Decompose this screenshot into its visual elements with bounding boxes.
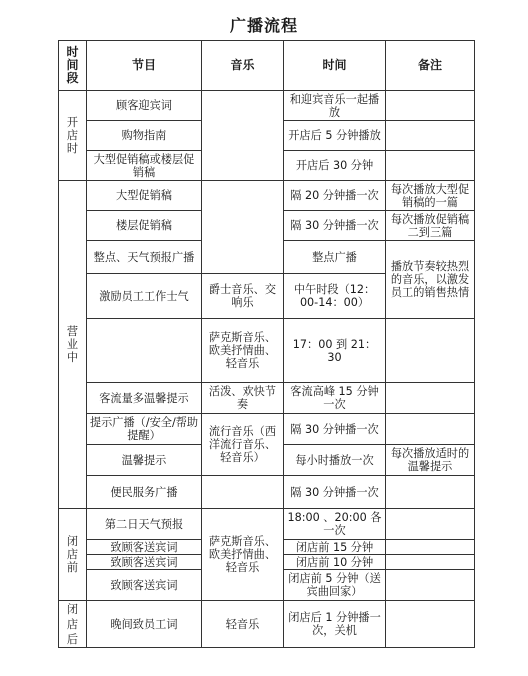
time-cell: 开店后 30 分钟 (284, 151, 386, 181)
time-cell: 闭店前 10 分钟 (284, 555, 386, 570)
note-cell: 每次播放促销稿二到三篇 (386, 211, 475, 241)
header-period: 时间段 (59, 41, 87, 91)
table-row (59, 509, 475, 540)
note-cell: 播放节奏较热烈的音乐，以激发员工的销售热情 (386, 241, 475, 319)
program-cell: 激励员工工作士气 (87, 274, 202, 319)
table-row (59, 319, 475, 383)
program-cell: 客流量多温馨提示 (87, 383, 202, 414)
table-row (59, 91, 475, 121)
time-cell: 客流高峰 15 分钟一次 (284, 383, 386, 414)
header-program: 节目 (87, 41, 202, 91)
program-cell: 晚间致员工词 (87, 601, 202, 648)
note-cell (386, 509, 475, 540)
table-row (59, 181, 475, 211)
music-cell: 轻音乐 (202, 601, 284, 648)
music-cell: 活泼、欢快节奏 (202, 383, 284, 414)
program-cell: 致顾客送宾词 (87, 555, 202, 570)
time-cell: 开店后 5 分钟播放 (284, 121, 386, 151)
program-cell: 温馨提示 (87, 445, 202, 476)
header-row (59, 41, 475, 91)
note-cell: 每次播放适时的温馨提示 (386, 445, 475, 476)
time-cell: 闭店前 5 分钟（送宾曲回家） (284, 570, 386, 601)
note-cell (386, 555, 475, 570)
table-row (59, 383, 475, 414)
time-cell: 17：00 到 21：30 (284, 319, 386, 383)
note-cell (386, 601, 475, 648)
program-cell: 提示广播（/安全/帮助提醒） (87, 414, 202, 445)
music-cell: 萨克斯音乐、欧美抒情曲、轻音乐 (202, 319, 284, 383)
note-cell (386, 414, 475, 445)
time-cell: 18:00 、20:00 各一次 (284, 509, 386, 540)
music-cell: 流行音乐（西洋流行音乐、轻音乐） (202, 414, 284, 476)
period-before-close: 闭店前 (59, 509, 87, 601)
time-cell: 隔 30 分钟播一次 (284, 476, 386, 509)
header-time: 时间 (284, 41, 386, 91)
program-cell: 大型促销稿或楼层促销稿 (87, 151, 202, 181)
program-cell: 顾客迎宾词 (87, 91, 202, 121)
program-cell: 整点、天气预报广播 (87, 241, 202, 274)
program-cell: 第二日天气预报 (87, 509, 202, 540)
time-cell: 隔 30 分钟播一次 (284, 414, 386, 445)
time-cell: 闭店后 1 分钟播一次，关机 (284, 601, 386, 648)
music-cell (202, 476, 284, 509)
time-cell: 闭店前 15 分钟 (284, 540, 386, 555)
header-note: 备注 (386, 41, 475, 91)
program-cell: 大型促销稿 (87, 181, 202, 211)
program-cell (87, 319, 202, 383)
program-cell: 便民服务广播 (87, 476, 202, 509)
table-row (59, 476, 475, 509)
time-cell: 中午时段（12：00-14：00） (284, 274, 386, 319)
period-business: 营业中 (59, 181, 87, 509)
table-row (59, 601, 475, 648)
note-cell (386, 91, 475, 121)
program-cell: 购物指南 (87, 121, 202, 151)
time-cell: 隔 20 分钟播一次 (284, 181, 386, 211)
time-cell: 和迎宾音乐一起播放 (284, 91, 386, 121)
page-title: 广播流程 (229, 16, 298, 35)
music-cell: 爵士音乐、交响乐 (202, 274, 284, 319)
note-cell (386, 570, 475, 601)
broadcast-schedule-table (58, 40, 475, 648)
program-cell: 致顾客送宾词 (87, 540, 202, 555)
program-cell: 致顾客送宾词 (87, 570, 202, 601)
note-cell (386, 383, 475, 414)
table-row (59, 414, 475, 445)
period-after-close: 闭店后 (59, 601, 87, 648)
header-music: 音乐 (202, 41, 284, 91)
note-cell (386, 121, 475, 151)
music-cell: 萨克斯音乐、欧美抒情曲、轻音乐 (202, 509, 284, 601)
period-open: 开店时 (59, 91, 87, 181)
note-cell (386, 540, 475, 555)
note-cell (386, 319, 475, 383)
time-cell: 整点广播 (284, 241, 386, 274)
music-cell (202, 91, 284, 181)
program-cell: 楼层促销稿 (87, 211, 202, 241)
time-cell: 每小时播放一次 (284, 445, 386, 476)
note-cell: 每次播放大型促销稿的一篇 (386, 181, 475, 211)
time-cell: 隔 30 分钟播一次 (284, 211, 386, 241)
note-cell (386, 151, 475, 181)
note-cell (386, 476, 475, 509)
music-cell (202, 181, 284, 274)
